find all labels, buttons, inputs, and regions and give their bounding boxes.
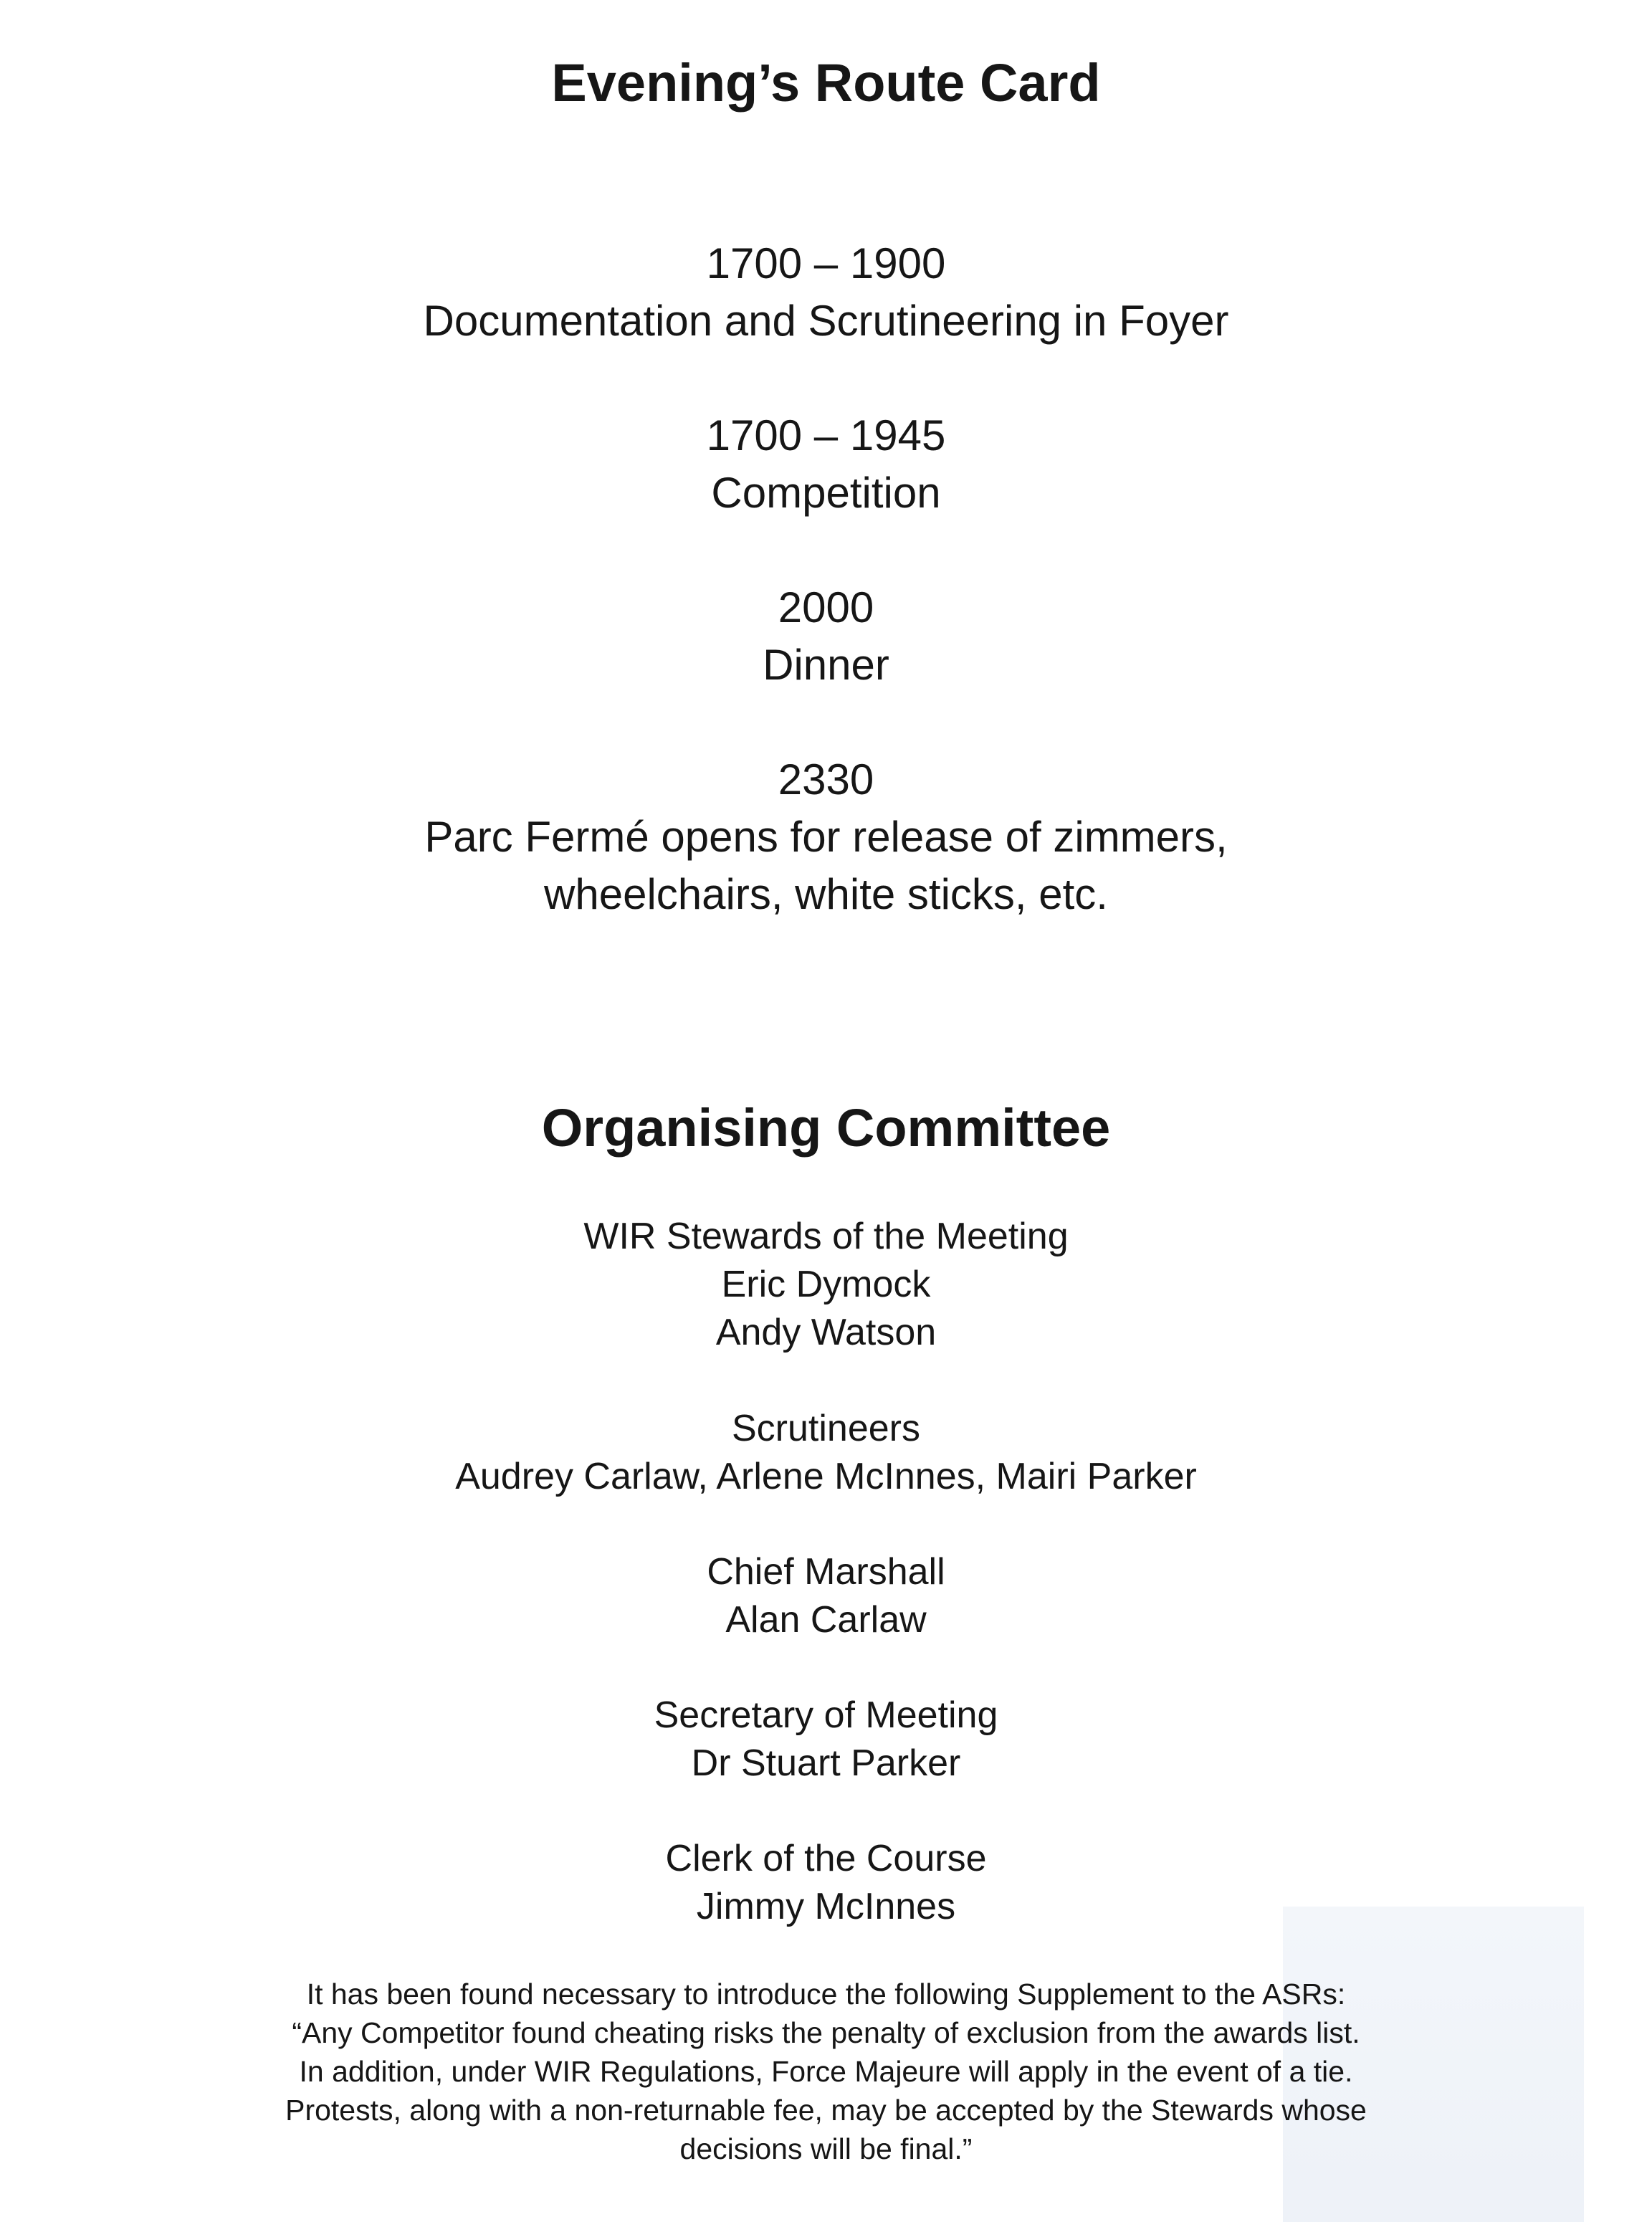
route-item-event-line: Parc Fermé opens for release of zimmers,: [424, 813, 1228, 861]
committee-group-stewards: [0, 1213, 1652, 1357]
supplement-line: In addition, under WIR Regulations, Force Majeure will apply in the event of a tie.: [299, 2055, 1353, 2088]
committee-name: Jimmy McInnes: [696, 1886, 956, 1927]
route-item-event: Documentation and Scrutineering in Foyer: [423, 297, 1229, 345]
committee-name: Audrey Carlaw, Arlene McInnes, Mairi Parker: [455, 1456, 1197, 1497]
committee-name: Dr Stuart Parker: [691, 1742, 961, 1784]
committee-group-chief-marshall: [0, 1548, 1652, 1644]
route-item-time: 2000: [778, 583, 874, 631]
supplement-line: “Any Competitor found cheating risks the penalty of exclusion from the awards list.: [292, 2016, 1360, 2049]
route-item-competition: [0, 407, 1652, 522]
route-item-time: 1700 – 1945: [706, 411, 946, 459]
route-item-parc-ferme: [0, 751, 1652, 923]
committee-role: Secretary of Meeting: [654, 1694, 998, 1736]
asr-supplement: [0, 1975, 1652, 2168]
committee-role: Scrutineers: [732, 1408, 920, 1449]
supplement-line: It has been found necessary to introduce the following Supplement to the ASRs:: [306, 1978, 1346, 2011]
committee-role: WIR Stewards of the Meeting: [583, 1216, 1069, 1257]
supplement-line: decisions will be final.”: [679, 2132, 973, 2165]
route-item-event: Dinner: [763, 641, 889, 689]
committee-name: Eric Dymock: [721, 1264, 931, 1305]
committee-role: Chief Marshall: [707, 1551, 945, 1593]
committee-role: Clerk of the Course: [665, 1838, 987, 1879]
route-card-title: Evening’s Route Card: [551, 53, 1101, 113]
route-item-dinner: [0, 579, 1652, 694]
committee-group-secretary: [0, 1692, 1652, 1788]
committee-group-scrutineers: [0, 1405, 1652, 1501]
route-item-time: 2330: [778, 755, 874, 803]
committee-group-clerk: [0, 1835, 1652, 1931]
committee-name: Andy Watson: [715, 1312, 937, 1353]
supplement-line: Protests, along with a non-returnable fee, may be accepted by the Stewards whose: [285, 2094, 1367, 2127]
committee-title: Organising Committee: [541, 1098, 1111, 1158]
route-item-event-line: wheelchairs, white sticks, etc.: [544, 870, 1108, 918]
route-item-event: Competition: [711, 469, 941, 517]
committee-name: Alan Carlaw: [725, 1599, 927, 1641]
route-item-time: 1700 – 1900: [706, 239, 946, 287]
route-item-documentation: [0, 235, 1652, 350]
